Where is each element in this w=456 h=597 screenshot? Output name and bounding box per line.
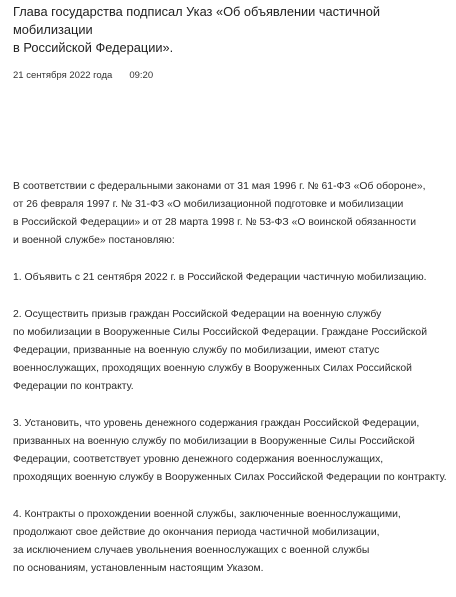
- preamble-paragraph: В соответствии с федеральными законами от 31 мая 1996 г. № 61-ФЗ «Об обороне», от 26 февраля 1997 г. № 31-ФЗ «О мобилизационной подготовке и мобилизации в Российской Федерации» и от 28 марта 1998 г. № 53-ФЗ «О воинской обязанности и военной службе» постановляю:: [13, 181, 426, 246]
- decree-item-3: 3. Установить, что уровень денежного содержания граждан Российской Федерации, призванных на военную службу по мобилизации в Вооруженные Силы Российской Федерации, соответствует уровню денежного содержания военнослужащих, проходящих военную службу в Вооруженных Силах Российской Федерации по контракту.: [13, 418, 447, 483]
- decree-item-2: 2. Осуществить призыв граждан Российской Федерации на военную службу по мобилизации в Вооруженные Силы Российской Федерации. Граждане Российской Федерации, призванные на военную службу по мобилизации, имеют статус военнослужащих, проходящих военную службу в Вооруженных Силах Российской Федерации по контракту.: [13, 309, 428, 392]
- decree-item-1: 1. Объявить с 21 сентября 2022 г. в Российской Федерации частичную мобилизацию.: [13, 272, 427, 283]
- publication-time: 09:20: [129, 70, 154, 81]
- publication-date: 21 сентября 2022 года: [13, 70, 113, 81]
- article-meta: [13, 69, 153, 83]
- article-body: [13, 178, 449, 597]
- article-headline: Глава государства подписал Указ «Об объявлении частичной мобилизации в Российской Федерации».: [13, 4, 381, 55]
- decree-item-4: 4. Контракты о прохождении военной службы, заключенные военнослужащими, продолжают свое действие до окончания периода частичной мобилизации, за исключением случаев увольнения военнослужащих с военной службы по основаниям, установленным настоящим Указом.: [13, 509, 401, 574]
